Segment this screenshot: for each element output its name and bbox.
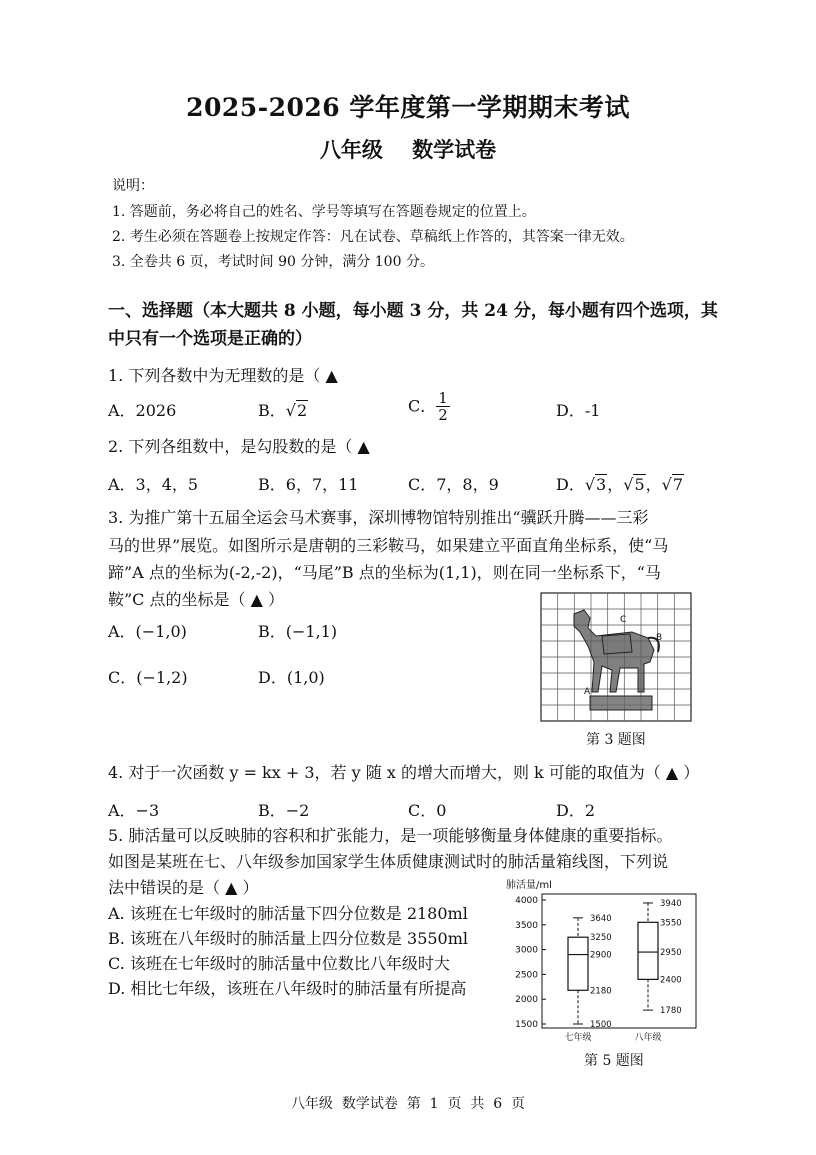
q5-option-b: B. 该班在八年级时的肺活量上四分位数是 3550ml [108, 929, 469, 948]
separator: ， [607, 475, 624, 494]
radicand: 5 [634, 475, 645, 494]
q1-option-c [408, 390, 450, 423]
box-value-label: 1780 [660, 1006, 682, 1017]
box-2 [634, 899, 681, 1043]
y-tick-label: 1500 [515, 1020, 538, 1030]
y-tick-label: 2000 [515, 995, 538, 1006]
iqr-box [638, 922, 658, 979]
fraction-numerator: 1 [438, 389, 448, 407]
section-1-heading-line2: 中只有一个选项是正确的） [108, 329, 312, 349]
box-value-label: 1500 [590, 1020, 612, 1030]
q5-line-2: 如图是某班在七、八年级参加国家学生体质健康测试时的肺活量箱线图，下列说 [108, 852, 669, 871]
q2-option-c: C．7，8，9 [408, 475, 499, 494]
sqrt-symbol: √5 [623, 475, 645, 494]
page-footer: 八年级 数学试卷 第 1 页 共 6 页 [290, 1096, 526, 1112]
q4-option-a: A．−3 [108, 801, 160, 820]
fraction-denominator: 2 [438, 406, 448, 424]
q1-option-b-label: B． [258, 401, 286, 420]
q1-stem: 1. 下列各数中为无理数的是（ ▲ [108, 366, 338, 385]
box-value-label: 3640 [590, 913, 612, 924]
fig-label-c: C [620, 615, 627, 625]
box-value-label: 3250 [590, 933, 612, 944]
separator: ， [645, 475, 662, 494]
q4-option-c: C．0 [408, 801, 447, 820]
q1-option-c-fraction [436, 390, 450, 423]
q3-figure-grid [540, 592, 692, 722]
q5-option-a: A. 该班在七年级时的肺活量下四分位数是 2180ml [108, 904, 468, 923]
q1-option-d: D．-1 [556, 401, 601, 420]
q3-figure-caption: 第 3 题图 [586, 732, 646, 748]
x-category-label: 八年级 [634, 1033, 662, 1043]
q3-line-4: 鞍”C 点的坐标是（ ▲ ） [108, 590, 284, 609]
q4-stem: 4. 对于一次函数 y = kx + 3，若 y 随 x 的增大而增大，则 k 可能的取值为（ ▲ ） [108, 763, 700, 782]
q2-option-b: B．6，7，11 [258, 475, 359, 494]
y-tick-label: 3000 [515, 945, 538, 956]
q1-option-b-radicand: 2 [296, 401, 308, 420]
box-value-label: 2400 [660, 975, 682, 986]
q3-line-1: 3. 为推广第十五届全运会马术赛事，深圳博物馆特别推出“骥跃升腾——三彩 [108, 508, 649, 527]
q1-option-b [258, 401, 308, 421]
q2-option-d [556, 475, 684, 495]
q4-option-d: D．2 [556, 801, 596, 820]
q2-stem: 2. 下列各组数中，是勾股数的是（ ▲ [108, 437, 370, 456]
instruction-item-1: 1. 答题前，务必将自己的姓名、学号等填写在答题卷规定的位置上。 [112, 204, 536, 220]
fig-label-a: A [584, 687, 591, 697]
q5-line-3: 法中错误的是（ ▲ ） [108, 878, 259, 897]
radicand: 3 [596, 475, 607, 494]
q4-option-b: B．−2 [258, 801, 310, 820]
q3-option-b: B．(−1,1) [258, 622, 338, 641]
sqrt-symbol: √7 [661, 475, 684, 494]
q1-option-c-label: C． [408, 396, 437, 416]
q2-option-a: A．3，4，5 [108, 475, 199, 494]
instruction-item-2: 2. 考生必须在答题卷上按规定作答：凡在试卷、草稿纸上作答的，其答案一律无效。 [112, 229, 634, 245]
chart-ylabel: 肺活量/ml [506, 880, 552, 891]
q3-line-3: 蹄”A 点的坐标为(-2,-2)，“马尾”B 点的坐标为(1,1)，则在同一坐标系下，“马 [108, 563, 661, 582]
q5-option-d: D. 相比七年级，该班在八年级时的肺活量有所提高 [108, 979, 467, 998]
y-tick-label: 4000 [515, 896, 538, 906]
q5-line-1: 5. 肺活量可以反映肺的容积和扩张能力，是一项能够衡量身体健康的重要指标。 [108, 826, 673, 845]
box-1 [564, 914, 611, 1043]
section-1-heading-line1: 一、选择题（本大题共 8 小题，每小题 3 分，共 24 分，每小题有四个选项，其 [108, 301, 718, 321]
box-value-label: 2180 [590, 986, 612, 997]
box-value-label: 3940 [660, 898, 682, 909]
y-tick-label: 3500 [515, 920, 538, 931]
q5-figure-caption: 第 5 题图 [584, 1053, 644, 1069]
exam-subtitle: 八年级 数学试卷 [319, 137, 497, 162]
q5-option-c: C. 该班在七年级时的肺活量中位数比八年级时大 [108, 954, 450, 973]
q3-option-c: C．(−1,2) [108, 668, 188, 687]
fig-label-b: B [656, 633, 663, 643]
q5-boxplot-chart [500, 878, 700, 1048]
instructions-heading: 说明： [112, 178, 154, 194]
box-value-label: 2900 [590, 950, 612, 961]
box-value-label: 3550 [660, 918, 682, 929]
x-category-label: 七年级 [564, 1033, 592, 1043]
sqrt-symbol: √3 [584, 475, 607, 494]
q1-option-a: A．2026 [108, 401, 177, 420]
box-value-label: 2950 [660, 948, 682, 959]
exam-title: 2025-2026 学年度第一学期期末考试 [186, 93, 630, 122]
q3-line-2: 马的世界”展览。如图所示是唐朝的三彩鞍马，如果建立平面直角坐标系，使“马 [108, 536, 669, 555]
y-tick-label: 2500 [515, 970, 538, 981]
q3-option-a: A．(−1,0) [108, 622, 187, 641]
iqr-box [568, 937, 588, 990]
q2-option-d-label: D． [556, 475, 585, 494]
radicand: 7 [672, 475, 684, 494]
q3-option-d: D．(1,0) [258, 668, 325, 687]
instruction-item-3: 3. 全卷共 6 页，考试时间 90 分钟，满分 100 分。 [112, 254, 434, 270]
sqrt-symbol: √2 [285, 401, 308, 420]
